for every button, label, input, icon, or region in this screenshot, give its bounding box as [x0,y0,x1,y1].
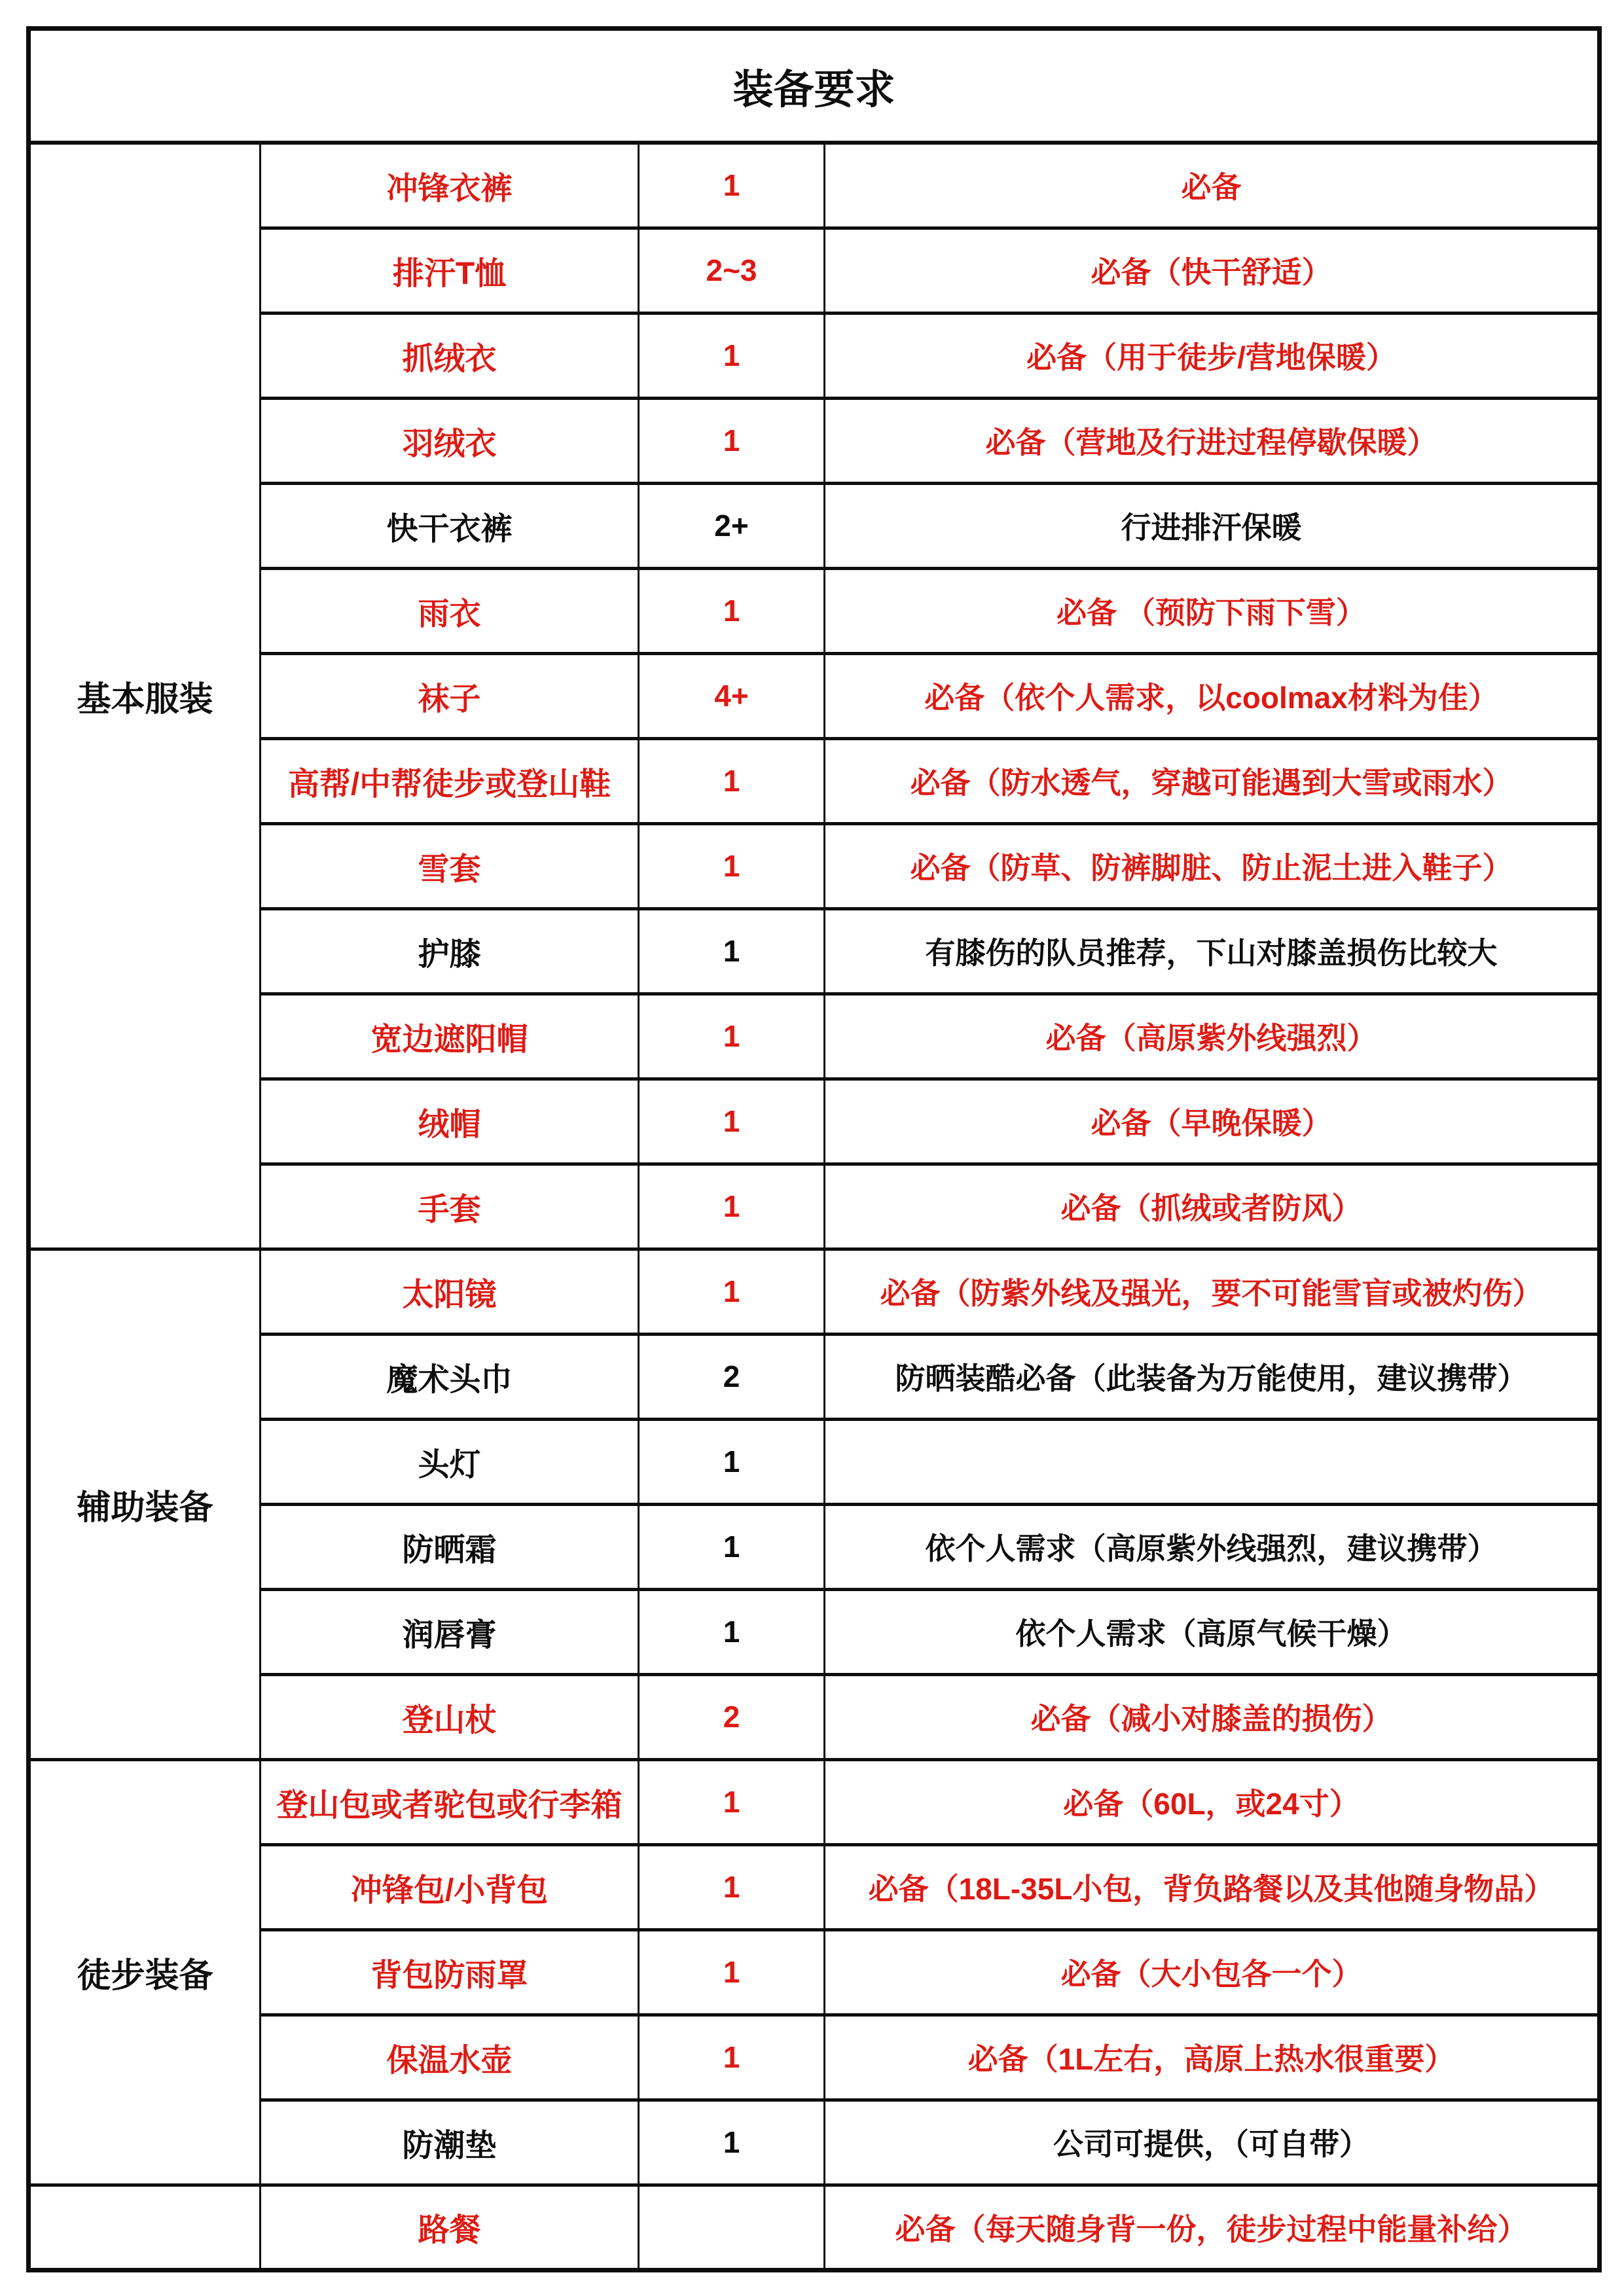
note-cell: 行进排汗保暖 [825,483,1600,568]
qty-cell: 1 [639,1759,825,1844]
item-cell: 路餐 [261,2185,639,2270]
note-cell: 必备（快干舒适） [825,228,1600,313]
table-row [29,653,1600,738]
item-cell: 冲锋包/小背包 [261,1844,639,1929]
note-cell: 必备 （预防下雨下雪） [825,568,1600,653]
note-cell: 必备（高原紫外线强烈） [825,994,1600,1079]
qty-cell: 4+ [639,653,825,738]
qty-cell: 1 [639,2100,825,2185]
table-row [29,2185,1600,2270]
qty-cell: 1 [639,908,825,994]
table-row [29,994,1600,1079]
item-cell: 羽绒衣 [261,398,639,483]
item-cell: 护膝 [261,908,639,994]
table-row [29,1929,1600,2015]
qty-cell: 1 [639,1249,825,1334]
item-cell: 宽边遮阳帽 [261,994,639,1079]
item-cell: 登山包或者驼包或行李箱 [261,1759,639,1844]
qty-cell: 1 [639,994,825,1079]
note-cell: 必备（营地及行进过程停歇保暖） [825,398,1600,483]
item-cell: 抓绒衣 [261,313,639,398]
category-cell-basic-clothing: 基本服装 [29,143,261,1249]
note-cell: 必备（1L左右，高原上热水很重要） [825,2015,1600,2100]
table-row [29,483,1600,568]
item-cell: 排汗T恤 [261,228,639,313]
table-row [29,1334,1600,1419]
table-row [29,143,1600,228]
qty-cell: 1 [639,1164,825,1249]
item-cell: 手套 [261,1164,639,1249]
qty-cell: 1 [639,1589,825,1674]
qty-cell: 2 [639,1334,825,1419]
qty-cell: 1 [639,1419,825,1504]
item-cell: 冲锋衣裤 [261,143,639,228]
category-cell-empty [29,2185,261,2270]
qty-cell: 1 [639,1079,825,1164]
item-cell: 袜子 [261,653,639,738]
qty-cell: 2 [639,1674,825,1759]
table-row [29,1504,1600,1589]
note-cell: 必备（60L，或24寸） [825,1759,1600,1844]
qty-cell: 1 [639,1844,825,1929]
qty-cell: 2+ [639,483,825,568]
note-cell: 必备（防草、防裤脚脏、防止泥土进入鞋子） [825,823,1600,908]
note-cell: 必备（早晚保暖） [825,1079,1600,1164]
note-cell: 必备（大小包各一个） [825,1929,1600,2015]
table-row [29,908,1600,994]
note-cell: 必备（每天随身背一份，徒步过程中能量补给） [825,2185,1600,2270]
item-cell: 雪套 [261,823,639,908]
qty-cell: 1 [639,738,825,823]
qty-cell: 1 [639,2015,825,2100]
table-row [29,313,1600,398]
table-row [29,738,1600,823]
category-cell-auxiliary-gear: 辅助装备 [29,1249,261,1759]
note-cell: 必备（防水透气，穿越可能遇到大雪或雨水） [825,738,1600,823]
qty-cell: 1 [639,143,825,228]
note-cell [825,1419,1600,1504]
note-cell: 必备（抓绒或者防风） [825,1164,1600,1249]
qty-cell: 1 [639,1929,825,2015]
table-row [29,1589,1600,1674]
item-cell: 保温水壶 [261,2015,639,2100]
note-cell: 必备（防紫外线及强光，要不可能雪盲或被灼伤） [825,1249,1600,1334]
note-cell: 必备（18L-35L小包，背负路餐以及其他随身物品） [825,1844,1600,1929]
item-cell: 防晒霜 [261,1504,639,1589]
table-row [29,823,1600,908]
table-row [29,1759,1600,1844]
page-title: 装备要求 [29,29,1600,143]
item-cell: 雨衣 [261,568,639,653]
table-row [29,1844,1600,1929]
item-cell: 登山杖 [261,1674,639,1759]
item-cell: 快干衣裤 [261,483,639,568]
note-cell: 必备（减小对膝盖的损伤） [825,1674,1600,1759]
item-cell: 润唇膏 [261,1589,639,1674]
qty-cell: 1 [639,1504,825,1589]
table-row [29,1249,1600,1334]
note-cell: 依个人需求（高原气候干燥） [825,1589,1600,1674]
note-cell: 必备 [825,143,1600,228]
note-cell: 必备（依个人需求，以coolmax材料为佳） [825,653,1600,738]
qty-cell: 2~3 [639,228,825,313]
item-cell: 太阳镜 [261,1249,639,1334]
table-row [29,228,1600,313]
item-cell: 防潮垫 [261,2100,639,2185]
category-cell-trekking-gear: 徒步装备 [29,1759,261,2185]
table-row [29,2015,1600,2100]
note-cell: 公司可提供，（可自带） [825,2100,1600,2185]
table-row [29,568,1600,653]
table-row [29,398,1600,483]
equipment-table [26,26,1602,2272]
table-row [29,1419,1600,1504]
note-cell: 有膝伤的队员推荐，下山对膝盖损伤比较大 [825,908,1600,994]
qty-cell [639,2185,825,2270]
note-cell: 防晒装酷必备（此装备为万能使用，建议携带） [825,1334,1600,1419]
qty-cell: 1 [639,823,825,908]
table-row [29,1674,1600,1759]
qty-cell: 1 [639,568,825,653]
table-row [29,1079,1600,1164]
item-cell: 魔术头巾 [261,1334,639,1419]
title-row [29,29,1600,143]
table-row [29,2100,1600,2185]
table-row [29,1164,1600,1249]
note-cell: 必备（用于徒步/营地保暖） [825,313,1600,398]
note-cell: 依个人需求（高原紫外线强烈，建议携带） [825,1504,1600,1589]
qty-cell: 1 [639,313,825,398]
item-cell: 绒帽 [261,1079,639,1164]
item-cell: 头灯 [261,1419,639,1504]
item-cell: 背包防雨罩 [261,1929,639,2015]
item-cell: 高帮/中帮徒步或登山鞋 [261,738,639,823]
qty-cell: 1 [639,398,825,483]
